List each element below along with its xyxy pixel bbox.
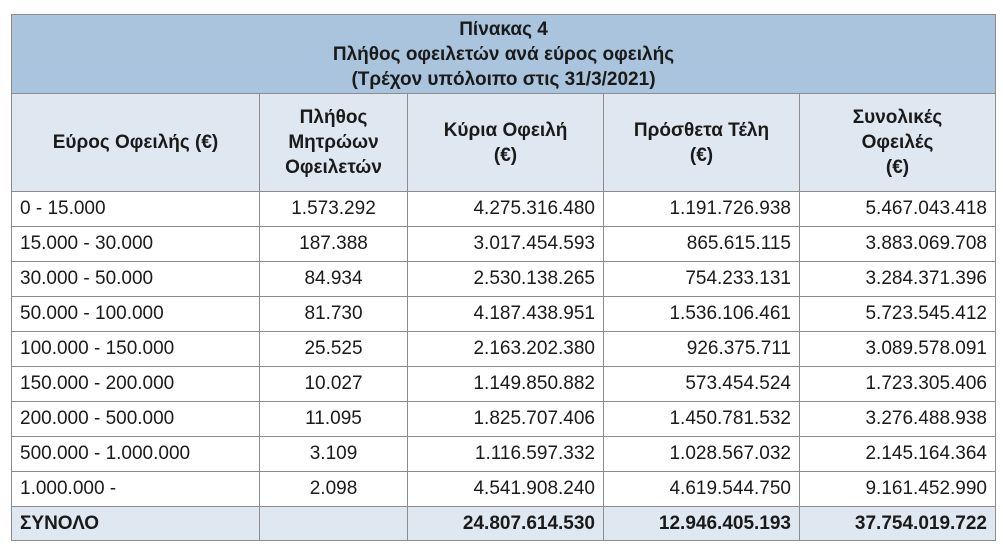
table-row	[12, 332, 996, 367]
total-debtor-count	[260, 507, 408, 541]
header-principal	[408, 94, 604, 192]
cell-additional-fees: 865.615.115	[604, 227, 800, 262]
cell-additional-fees: 4.619.544.750	[604, 472, 800, 507]
cell-debtor-count: 10.027	[260, 367, 408, 402]
cell-total-debt: 3.276.488.938	[800, 402, 996, 437]
total-row	[12, 507, 996, 541]
table-row	[12, 472, 996, 507]
total-additional-fees: 12.946.405.193	[604, 507, 800, 541]
cell-debt-range: 1.000.000 -	[12, 472, 260, 507]
table-body	[12, 192, 996, 541]
cell-debt-range: 50.000 - 100.000	[12, 297, 260, 332]
total-total-debt: 37.754.019.722	[800, 507, 996, 541]
column-header-row	[12, 94, 996, 192]
cell-debtor-count: 25.525	[260, 332, 408, 367]
cell-debtor-count: 3.109	[260, 437, 408, 472]
cell-principal: 1.116.597.332	[408, 437, 604, 472]
cell-debt-range: 150.000 - 200.000	[12, 367, 260, 402]
header-debtor-count-line: Οφειλετών	[285, 157, 382, 178]
header-debt-range-line: Εύρος Οφειλής (€)	[52, 132, 219, 153]
header-principal-line: (€)	[493, 144, 518, 166]
header-debtor-count-line: Πλήθος	[299, 107, 368, 128]
cell-total-debt: 5.467.043.418	[800, 192, 996, 227]
cell-additional-fees: 1.028.567.032	[604, 437, 800, 472]
header-total-debt-line: Οφειλές	[861, 132, 934, 153]
table-title-row	[12, 15, 996, 94]
cell-debtor-count: 2.098	[260, 472, 408, 507]
header-additional-fees-line: (€)	[689, 144, 714, 166]
cell-principal: 4.541.908.240	[408, 472, 604, 507]
cell-debtor-count: 187.388	[260, 227, 408, 262]
cell-principal: 1.149.850.882	[408, 367, 604, 402]
header-principal-line: Κύρια Οφειλή	[443, 119, 568, 141]
header-debtor-count-line: Μητρώων	[288, 132, 379, 153]
header-additional-fees	[604, 94, 800, 192]
header-total-debt-line: Συνολικές	[852, 107, 943, 128]
cell-total-debt: 9.161.452.990	[800, 472, 996, 507]
cell-principal: 2.163.202.380	[408, 332, 604, 367]
table-row	[12, 367, 996, 402]
cell-debtor-count: 1.573.292	[260, 192, 408, 227]
table-row	[12, 437, 996, 472]
header-total-debt	[800, 94, 996, 192]
table-row	[12, 227, 996, 262]
cell-debt-range: 500.000 - 1.000.000	[12, 437, 260, 472]
cell-debt-range: 100.000 - 150.000	[12, 332, 260, 367]
cell-additional-fees: 1.450.781.532	[604, 402, 800, 437]
cell-additional-fees: 926.375.711	[604, 332, 800, 367]
cell-principal: 4.187.438.951	[408, 297, 604, 332]
cell-principal: 2.530.138.265	[408, 262, 604, 297]
total-principal: 24.807.614.530	[408, 507, 604, 541]
table-title-line-1: Πίνακας 4	[459, 18, 548, 40]
cell-total-debt: 1.723.305.406	[800, 367, 996, 402]
total-label: ΣΥΝΟΛΟ	[12, 507, 260, 541]
cell-total-debt: 5.723.545.412	[800, 297, 996, 332]
table-row	[12, 297, 996, 332]
header-total-debt-line: (€)	[885, 157, 910, 178]
cell-debtor-count: 84.934	[260, 262, 408, 297]
cell-debt-range: 15.000 - 30.000	[12, 227, 260, 262]
cell-debt-range: 30.000 - 50.000	[12, 262, 260, 297]
cell-debt-range: 0 - 15.000	[12, 192, 260, 227]
cell-debtor-count: 11.095	[260, 402, 408, 437]
cell-additional-fees: 573.454.524	[604, 367, 800, 402]
table-row	[12, 402, 996, 437]
header-additional-fees-line: Πρόσθετα Τέλη	[633, 119, 770, 141]
table-title	[12, 15, 996, 94]
cell-total-debt: 3.883.069.708	[800, 227, 996, 262]
cell-debtor-count: 81.730	[260, 297, 408, 332]
debtors-table-container	[11, 14, 995, 541]
header-debtor-count	[260, 94, 408, 192]
debtors-table	[11, 14, 996, 541]
cell-additional-fees: 1.536.106.461	[604, 297, 800, 332]
cell-principal: 1.825.707.406	[408, 402, 604, 437]
table-title-line-3: (Τρέχον υπόλοιπο στις 31/3/2021)	[351, 68, 656, 90]
cell-total-debt: 2.145.164.364	[800, 437, 996, 472]
table-title-line-2: Πλήθος οφειλετών ανά εύρος οφειλής	[332, 43, 675, 65]
cell-total-debt: 3.284.371.396	[800, 262, 996, 297]
header-debt-range	[12, 94, 260, 192]
cell-principal: 3.017.454.593	[408, 227, 604, 262]
table-row	[12, 262, 996, 297]
cell-additional-fees: 1.191.726.938	[604, 192, 800, 227]
cell-principal: 4.275.316.480	[408, 192, 604, 227]
cell-total-debt: 3.089.578.091	[800, 332, 996, 367]
table-row	[12, 192, 996, 227]
cell-additional-fees: 754.233.131	[604, 262, 800, 297]
cell-debt-range: 200.000 - 500.000	[12, 402, 260, 437]
